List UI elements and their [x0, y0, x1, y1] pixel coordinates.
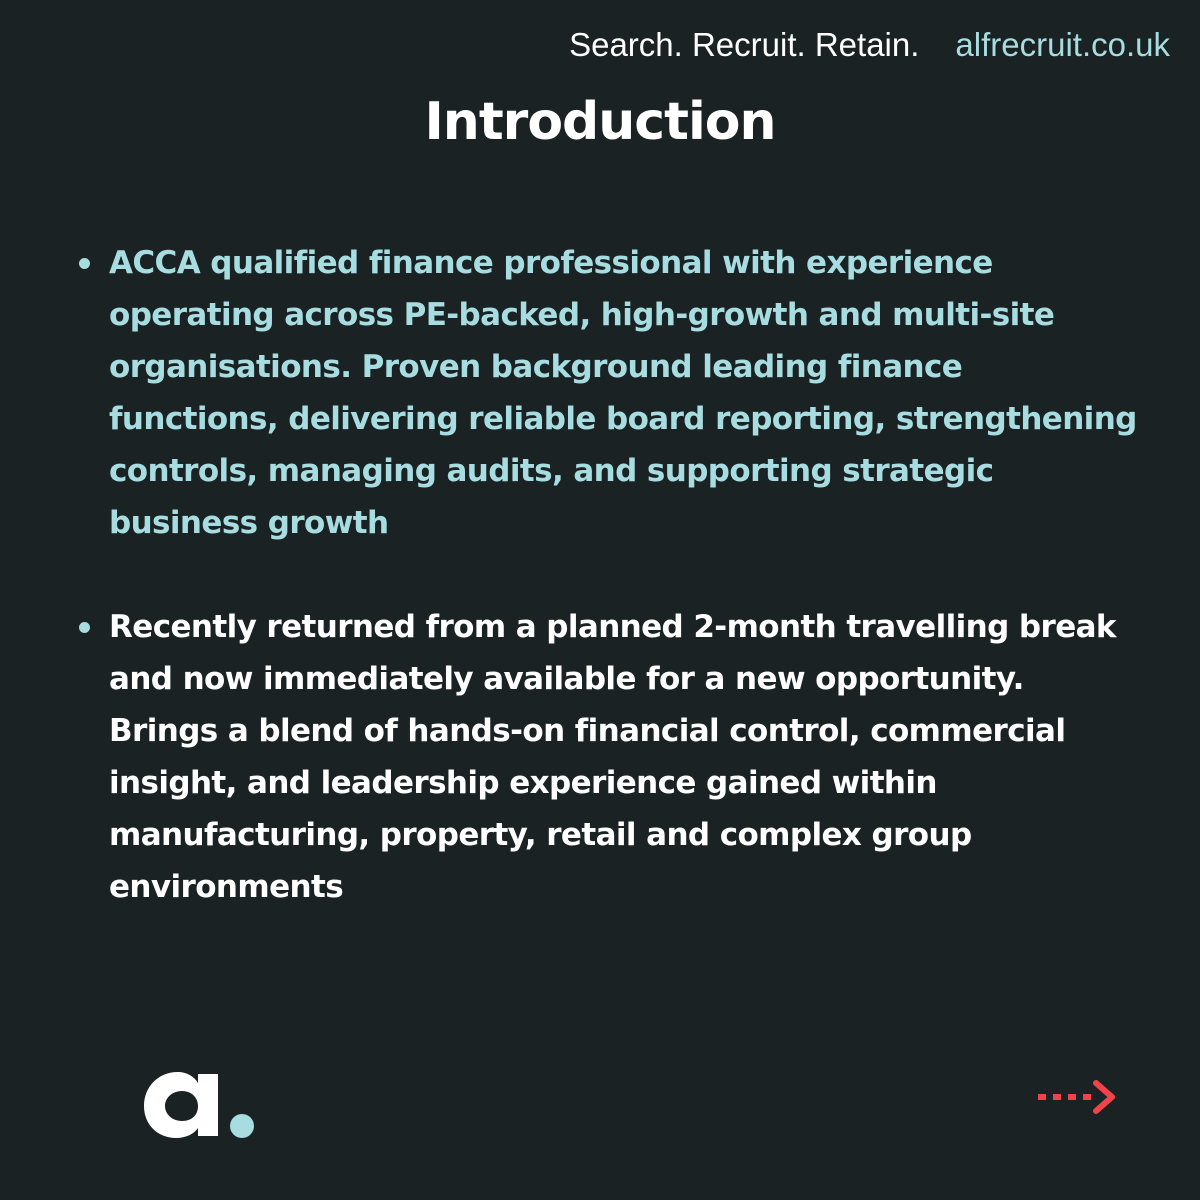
- website-link[interactable]: alfrecruit.co.uk: [955, 26, 1170, 63]
- header: [569, 26, 1170, 64]
- bullet-text: ACCA qualified finance professional with experience operating across PE-backed, high-growth and multi-site organisations. Proven background leading finance functions, delivering reliable board reporting, strengthening controls, managing audits, and supporting strategic business growth: [109, 245, 1137, 541]
- bullet-text: Recently returned from a planned 2-month travelling break and now immediately available for a new opportunity. Brings a blend of hands-on financial control, commercial insight, and leadership experience gained within manufacturing, property, retail and complex group environments: [109, 609, 1116, 905]
- dotted-arrow-right-icon[interactable]: [1036, 1078, 1118, 1116]
- tagline: Search. Recruit. Retain.: [569, 26, 920, 63]
- alfrecruit-logo-icon: [140, 1062, 260, 1146]
- bullet-dot-icon: [79, 258, 90, 269]
- bullet-list: [0, 237, 1139, 965]
- bullet-dot-icon: [79, 622, 90, 633]
- page-title: Introduction: [424, 92, 776, 152]
- bullet-item: [0, 601, 1139, 913]
- bullet-item: [0, 237, 1139, 549]
